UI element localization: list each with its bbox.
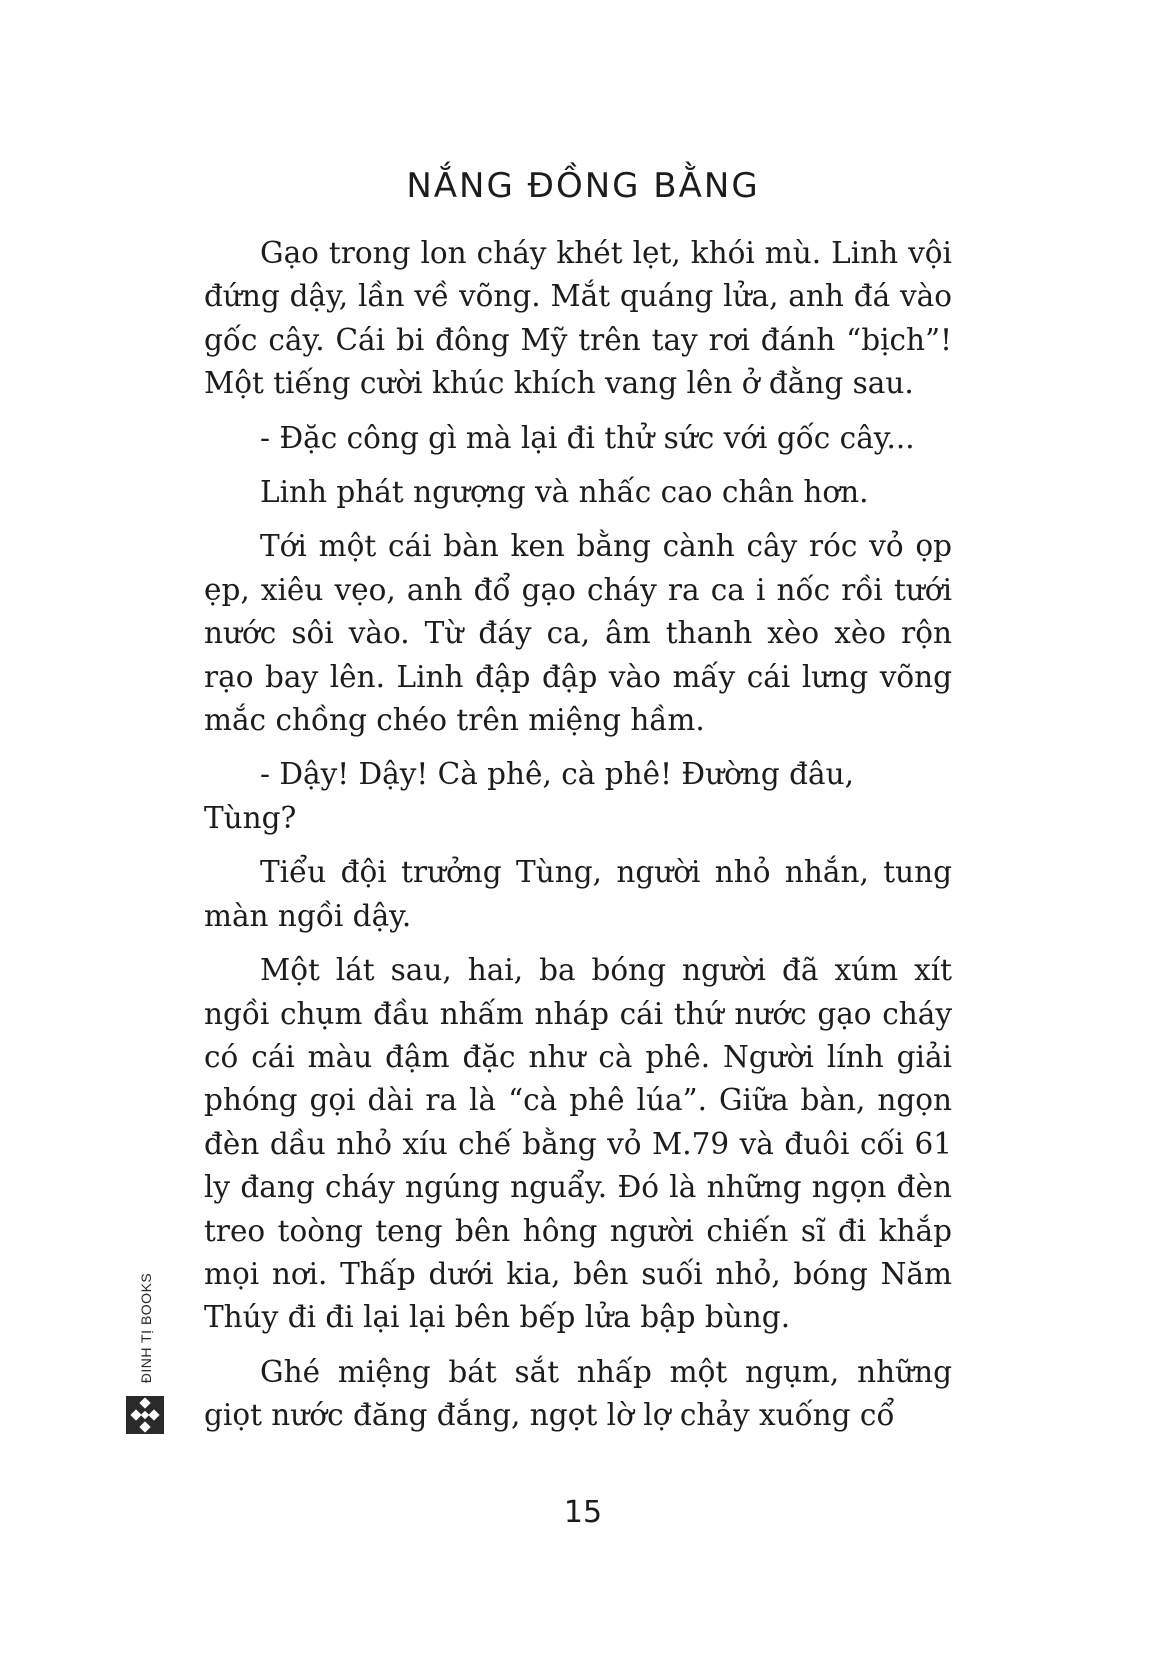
publisher-diamond-icon [126,1396,164,1434]
paragraph: Tới một cái bàn ken bằng cành cây róc vỏ ọp ẹp, xiêu vẹo, anh đổ gạo cháy ra ca i nốc rồi tưới nước sôi vào. Từ đáy ca, âm thanh xèo xèo rộn rạo bay lên. Linh đập đập vào mấy cái lưng võng mắc chồng chéo trên miệng hầm. [204,529,952,738]
publisher-logo [123,1268,169,1438]
paragraph: Một lát sau, hai, ba bóng người đã xúm xít ngồi chụm đầu nhấm nháp cái thứ nước gạo cháy có cái màu đậm đặc như cà phê. Người lính giải phóng gọi dài ra là “cà phê lúa”. Giữa bàn, ngọn đèn dầu nhỏ xíu chế bằng vỏ M.79 và đuôi cối 61 ly đang cháy ngúng nguẩy. Đó là những ngọn đèn treo toòng teng bên hông người chiến sĩ đi khắp mọi nơi. Thấp dưới kia, bên suối nhỏ, bóng Năm Thúy đi đi lại lại bên bếp lửa bập bùng. [204,953,952,1335]
publisher-name: ĐINH TỊ BOOKS [138,1272,155,1384]
paragraph: Linh phát ngượng và nhấc cao chân hơn. [260,475,869,510]
body-text [204,232,952,1449]
page-number: 15 [563,1495,603,1530]
paragraph: Gạo trong lon cháy khét lẹt, khói mù. Linh vội đứng dậy, lần về võng. Mắt quáng lửa, anh đá vào gốc cây. Cái bi đông Mỹ trên tay rơi đánh “bịch”! Một tiếng cười khúc khích vang lên ở đằng sau. [204,236,952,401]
paragraph: Tiểu đội trưởng Tùng, người nhỏ nhắn, tung màn ngồi dậy. [204,855,952,933]
chapter-title: NẮNG ĐỒNG BẰNG [406,165,760,206]
paragraph: Ghé miệng bát sắt nhấp một ngụm, những giọt nước đăng đắng, ngọt lờ lợ chảy xuống cổ [204,1354,952,1433]
paragraph: - Đặc công gì mà lại đi thử sức với gốc cây... [260,420,915,455]
paragraph: - Dậy! Dậy! Cà phê, cà phê! Đường đâu, Tùng? [204,757,854,835]
